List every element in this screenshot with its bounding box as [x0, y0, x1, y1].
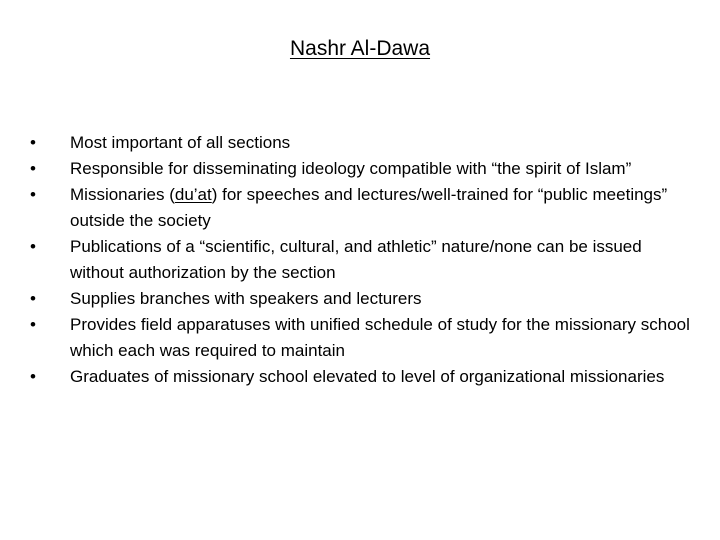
bullet-marker: •	[30, 185, 36, 204]
bullet-text: Supplies branches with speakers and lecturers	[70, 289, 422, 308]
bullet-item	[30, 312, 690, 364]
bullet-text: Most important of all sections	[70, 133, 291, 152]
bullet-marker: •	[30, 367, 36, 386]
slide-title: Nashr Al-Dawa	[289, 37, 431, 60]
bullet-text: Provides field apparatuses with unified schedule of study for the missionary school which each was required to maintain	[70, 315, 690, 360]
bullet-item	[30, 156, 690, 182]
bullet-marker: •	[30, 315, 36, 334]
bullet-text-prefix: Missionaries (	[70, 185, 175, 204]
bullet-item	[30, 234, 690, 286]
bullet-list	[30, 130, 690, 390]
bullet-text: Graduates of missionary school elevated to level of organizational missionaries	[70, 367, 665, 386]
bullet-text-suffix: ) for speeches and lectures/well-trained for “public meetings” outside the society	[70, 185, 668, 230]
bullet-text: Publications of a “scientific, cultural, and athletic” nature/none can be issued without authorization by the section	[70, 237, 642, 282]
underlined-term: du’at	[174, 185, 212, 204]
bullet-item	[30, 182, 690, 234]
bullet-item	[30, 130, 690, 156]
bullet-item	[30, 286, 690, 312]
bullet-marker: •	[30, 133, 36, 152]
bullet-text: Responsible for disseminating ideology compatible with “the spirit of Islam”	[70, 159, 632, 178]
bullet-marker: •	[30, 159, 36, 178]
bullet-item	[30, 364, 690, 390]
bullet-marker: •	[30, 237, 36, 256]
bullet-marker: •	[30, 289, 36, 308]
